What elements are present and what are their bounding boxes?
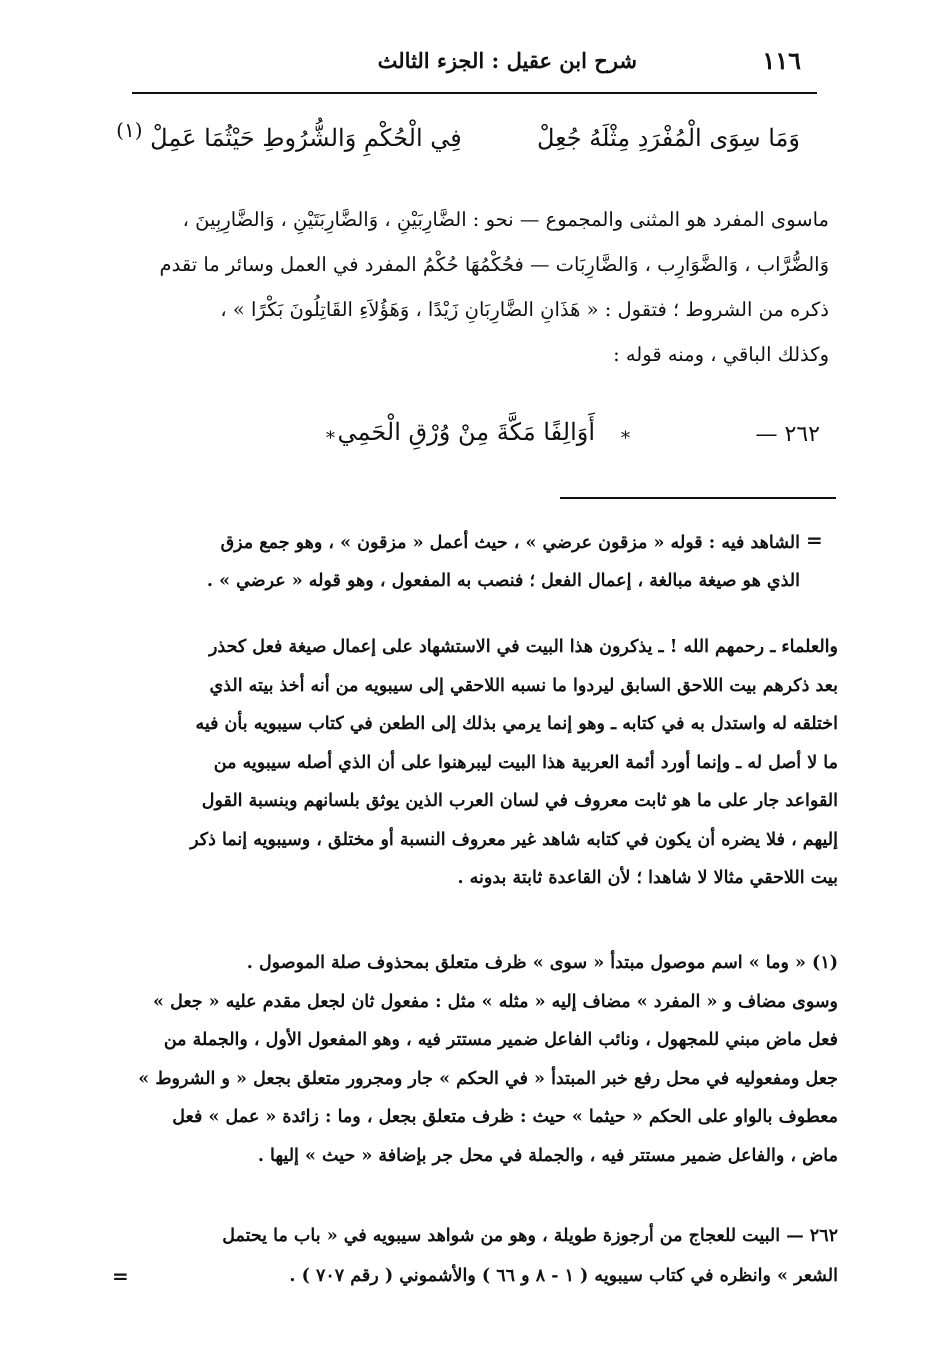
page-number: ١١٦ bbox=[762, 46, 801, 75]
footnote-irab bbox=[100, 944, 838, 1175]
footnote-line: وسوى مضاف و « المفرد » مضاف إليه « مثله » مثل : مفعول ثان لجعل مقدم عليه « جعل » bbox=[153, 991, 838, 1012]
footnote-shahid bbox=[100, 524, 800, 600]
footnote-line: إليهم ، فلا يضره أن يكون في كتابه شاهد غير معروف النسبة أو مختلق ، وسيبويه إنما ذكر bbox=[190, 829, 838, 850]
page-header bbox=[132, 44, 817, 94]
footnote-line: ما لا أصل له ـ وإنما أورد أئمة العربية هذا البيت ليبرهنوا على أن الذي أصله سيبويه من bbox=[213, 752, 838, 773]
footnote-line: ٢٦٢ — البيت للعجاج من أرجوزة طويلة ، وهو من شواهد سيبويه في « باب ما يحتمل bbox=[222, 1226, 838, 1246]
footnote-line: بيت اللاحقي مثالا لا شاهدا ؛ لأن القاعدة ثابتة بدونه . bbox=[457, 868, 838, 888]
footnote-line: ماض ، والفاعل ضمير مستتر فيه ، والجملة في محل جر بإضافة « حيث » إليها . bbox=[257, 1145, 838, 1166]
footnote-line: الذي هو صيغة مبالغة ، إعمال الفعل ؛ فنصب به المفعول ، وهو قوله « عرضي » . bbox=[206, 571, 800, 591]
footnote-line: معطوف بالواو على الحكم « حيثما » حيث : ظرف متعلق بجعل ، وما : زائدة « عمل » فعل bbox=[172, 1107, 838, 1127]
footnote-line: اختلقه له واستدل به في كتابه ـ وهو إنما يرمي بذلك إلى الطعن في كتاب سيبويه بأن فيه bbox=[195, 714, 838, 734]
footnote-line: فعل ماض مبني للمجهول ، ونائب الفاعل ضمير مستتر فيه ، وهو المفعول الأول ، والجملة من bbox=[163, 1030, 838, 1050]
verse-first-half: وَمَا سِوَى الْمُفْرَدِ مِثْلَهُ جُعِلْ bbox=[537, 124, 800, 152]
continuation-mark: = bbox=[806, 528, 823, 552]
footnote-line: جعل ومفعوليه في محل رفع خبر المبتدأ « في الحكم » جار ومجرور متعلق بجعل « و الشروط » bbox=[138, 1068, 838, 1089]
footnote-line: بعد ذكرهم بيت اللاحق السابق ليردوا ما نسبه اللاحقي إلى سيبويه من أنه أخذ بيته الذي bbox=[209, 675, 838, 696]
commentary bbox=[104, 197, 829, 377]
alfiyya-verse bbox=[116, 118, 800, 152]
footnote-verse-262 bbox=[150, 1216, 838, 1296]
commentary-line: وكذلك الباقي ، ومنه قوله : bbox=[613, 343, 829, 366]
footnote-line: (١) « وما » اسم موصول مبتدأ « سوى » ظرف متعلق بمحذوف صلة الموصول . bbox=[246, 953, 838, 973]
commentary-line: وَالضُّرَّاب ، وَالضَّوَارِب ، وَالضَّارِبَات — فحُكْمُهَا حُكْمُ المفرد في العمل وسائر ما تقدم bbox=[159, 253, 829, 276]
commentary-line: ذكره من الشروط ؛ فتقول : « هَذَانِ الضَّارِبَانِ زَيْدًا ، وَهَؤُلاَءِ القَاتِلُونَ بَكْرًا » ، bbox=[220, 298, 829, 321]
verse-text: أَوَالِفًا مَكَّةَ مِنْ وُرْقِ الْحَمِي bbox=[337, 418, 595, 446]
commentary-line: ماسوى المفرد هو المثنى والمجموع — نحو : الضَّارِبَيْنِ ، وَالضَّارِبَتَيْنِ ، وَالضَّارِبِينَ ، bbox=[182, 208, 829, 231]
verse-star: * bbox=[621, 428, 630, 449]
running-title: شرح ابن عقيل : الجزء الثالث bbox=[377, 48, 637, 73]
footnote-divider bbox=[560, 497, 836, 499]
verse-second-half: فِي الْحُكْمِ وَالشُّرُوطِ حَيْثُمَا عَمِلْ bbox=[150, 124, 462, 152]
footnote-line: القواعد جار على ما هو ثابت معروف في لسان العرب الذين يوثق بلسانهم وبنسبة القول bbox=[201, 791, 838, 811]
footnote-scholars bbox=[100, 628, 838, 898]
footnote-line: الشاهد فيه : قوله « مزقون عرضي » ، حيث أعمل « مزقون » ، وهو جمع مزق bbox=[220, 533, 800, 553]
footnote-line: والعلماء ـ رحمهم الله ! ـ يذكرون هذا البيت في الاستشهاد على إعمال صيغة فعل كحذر bbox=[208, 637, 838, 657]
footnote-marker: (١) bbox=[116, 118, 143, 142]
footnote-line: الشعر » وانظره في كتاب سيبويه ( ١ - ٨ و ٦٦ ) والأشموني ( رقم ٧٠٧ ) . bbox=[289, 1266, 838, 1286]
verse-star: * bbox=[326, 428, 335, 449]
continuation-mark: = bbox=[112, 1264, 129, 1288]
verse-number: ٢٦٢ — bbox=[755, 422, 820, 447]
